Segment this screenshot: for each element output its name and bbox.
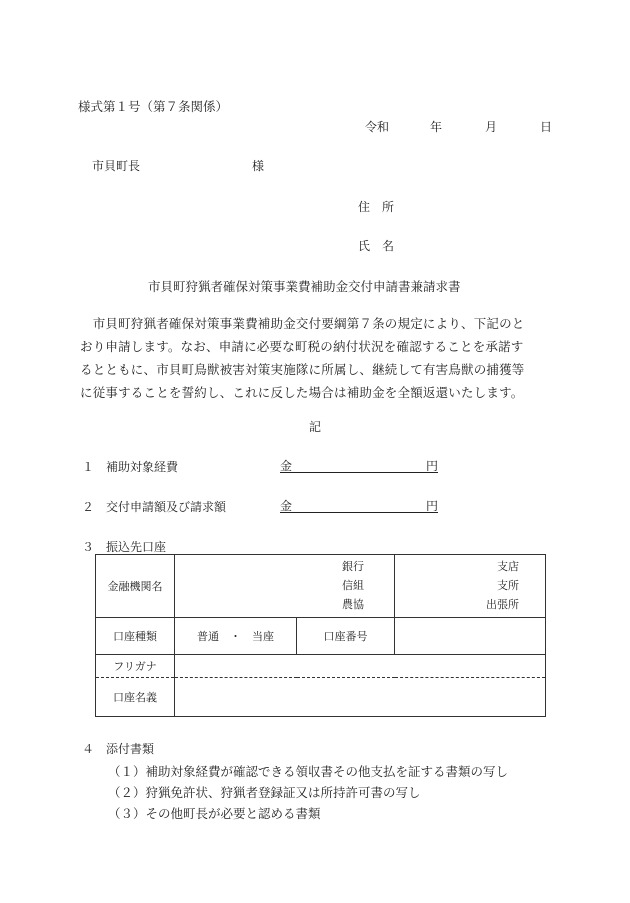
addressee-honorific: 様 [252,159,265,173]
branch-type: 出張所 [486,598,519,611]
furigana-label: フリガナ [96,655,175,678]
account-type-row [96,618,546,655]
item-3-number: ３ [82,540,95,554]
account-name-input[interactable] [175,678,546,717]
item-2-prefix: 金 [280,499,293,513]
item-1-number: １ [82,460,95,474]
item-1-suffix: 円 [425,459,438,473]
attachment-list [108,761,508,824]
date-year: 年 [430,120,443,134]
document-title: 市貝町狩猟者確保対策事業費補助金交付申請書兼請求書 [148,279,461,294]
attachment-item: （３）その他町長が必要と認める書類 [108,806,321,821]
account-name-row [96,678,546,717]
body-line: 市貝町狩猟者確保対策事業費補助金交付要綱第７条の規定により、下記のと [80,316,525,331]
body-line: に従事することを誓約し、これに反した場合は補助金を全額返還いたします。 [80,385,524,400]
body-line: おり申請します。なお、申請に必要な町税の納付状況を確認することを承諾す [80,339,524,354]
date-month: 月 [485,120,498,134]
branch-type: 支店 [497,560,519,573]
body-paragraph [80,312,554,404]
branch-input[interactable] [395,555,546,618]
body-line: るとともに、市貝町鳥獣被害対策実施隊に所属し、継続して有害鳥獣の捕獲等 [80,362,525,377]
branch-type: 支所 [497,579,519,592]
name-label: 氏 名 [358,239,395,253]
institution-label: 金融機関名 [96,555,175,618]
item-1-prefix: 金 [280,459,293,473]
account-name-label: 口座名義 [96,678,175,717]
account-number-label: 口座番号 [297,618,395,655]
item-1-amount-line[interactable] [280,457,438,473]
date-day: 日 [540,120,553,134]
item-2-number: ２ [82,500,95,514]
account-type-options[interactable]: 普通 ・ 当座 [175,618,297,655]
item-4-label: 添付書類 [106,742,155,756]
institution-row [96,555,546,618]
account-type-label: 口座種類 [96,618,175,655]
address-label: 住 所 [358,200,395,214]
item-2-label: 交付申請額及び請求額 [106,500,227,514]
institution-input[interactable] [175,555,395,618]
form-number: 様式第１号（第７条関係） [78,99,229,114]
item-3-label: 振込先口座 [106,540,167,554]
account-number-input[interactable] [395,618,546,655]
furigana-row [96,655,546,678]
institution-type: 信組 [342,579,364,592]
institution-type: 農協 [342,598,364,611]
item-2-suffix: 円 [425,499,438,513]
ki-heading: 記 [309,420,322,434]
bank-account-table [95,554,546,717]
date-era: 令和 [365,120,390,134]
furigana-input[interactable] [175,655,546,678]
addressee-name: 市貝町長 [92,159,141,173]
institution-type: 銀行 [342,560,364,573]
item-4-number: ４ [82,742,95,756]
attachment-item: （１）補助対象経費が確認できる領収書その他支払を証する書類の写し [108,764,509,779]
item-1-label: 補助対象経費 [106,460,179,474]
item-2-amount-line[interactable] [280,497,438,513]
attachment-item: （２）狩猟免許状、狩猟者登録証又は所持許可書の写し [108,785,421,800]
